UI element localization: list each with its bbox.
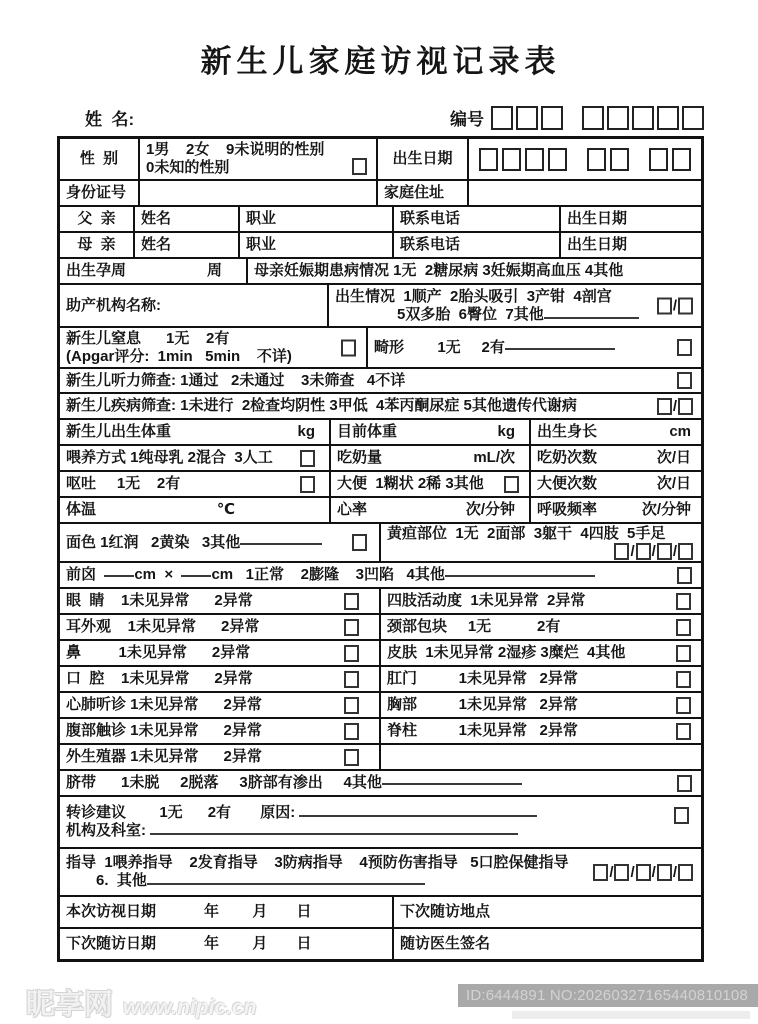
jaundice-checkbox[interactable] [678, 543, 693, 560]
row-abdomen-spine [60, 719, 701, 745]
row-weight [60, 420, 701, 446]
chest-cell [381, 693, 701, 717]
limbs-cell [381, 589, 701, 613]
current-weight-unit: kg [497, 423, 515, 440]
row-ears-neck [60, 615, 701, 641]
father-phone-cell[interactable] [394, 207, 561, 231]
code-digit-box[interactable] [541, 106, 563, 130]
father-job-cell[interactable] [240, 207, 394, 231]
row-vomit-stool [60, 472, 701, 498]
mouth-cell [60, 667, 381, 691]
mother-name-cell[interactable] [135, 233, 240, 257]
milk-amount-label: 吃奶量 [337, 449, 383, 466]
anus-label: 肛门 1未见异常 2异常 [387, 670, 578, 687]
fontanel-part2: cm × [134, 566, 182, 583]
next-date-label: 下次随访日期 [66, 935, 157, 952]
guidance-other-blank[interactable] [147, 881, 425, 885]
milk-freq-label: 吃奶次数 [537, 449, 598, 466]
fontanel-part3: cm 1正常 2膨隆 3凹陷 4其他 [211, 566, 445, 583]
father-dob-label: 出生日期 [567, 210, 628, 227]
dob-digit-box[interactable] [587, 148, 606, 171]
breath-rate-label: 呼吸频率 [537, 501, 598, 518]
cord-checkbox[interactable] [677, 775, 692, 792]
milk-amount-unit: mL/次 [473, 449, 515, 466]
dob-digit-box[interactable] [479, 148, 498, 171]
mother-dob-cell[interactable] [561, 233, 701, 257]
address-value-cell[interactable] [469, 181, 701, 205]
guidance-line2-text: 6. 其他 [96, 872, 147, 889]
jaundice-label: 黄疸部位 1无 2面部 3躯干 4四肢 5手足 [387, 525, 666, 542]
nose-cell [60, 641, 381, 665]
fontanel-blank1[interactable] [104, 573, 134, 577]
neck-cell [381, 615, 701, 639]
cardio-label: 心肺听诊 1未见异常 2异常 [66, 696, 262, 713]
deformity-label: 畸形 1无 2有 [374, 338, 505, 356]
guidance-checkbox[interactable] [657, 864, 672, 881]
jaundice-checkbox[interactable] [614, 543, 629, 560]
mouth-checkbox[interactable] [344, 671, 359, 688]
empty-cell [381, 745, 701, 769]
dob-year-boxes [477, 148, 569, 171]
mother-illness-cell [248, 259, 701, 283]
abdomen-cell [60, 719, 381, 743]
birth-weight-cell[interactable] [60, 420, 331, 444]
next-place-cell[interactable] [394, 897, 701, 927]
watermark-url: www.nipic.cn [123, 996, 257, 1019]
referral-cell [60, 797, 701, 847]
dob-digit-box[interactable] [502, 148, 521, 171]
asphyxia-line1: 新生儿窒息 1无 2有 [66, 329, 230, 347]
mother-illness-label: 母亲妊娠期患病情况 1无 2糖尿病 3妊娠期高血压 4其他 [254, 262, 624, 279]
form-page [57, 0, 704, 962]
guidance-text-block [66, 854, 569, 890]
row-gender-dob [60, 139, 701, 181]
watermark-left [26, 982, 256, 1023]
cord-other-blank[interactable] [382, 781, 522, 785]
row-asphyxia-deformity [60, 328, 701, 369]
watermark-id-underbar [512, 1011, 750, 1019]
idno-value-cell[interactable] [140, 181, 378, 205]
jaundice-checkbox[interactable] [657, 543, 672, 560]
disease-label: 新生儿疾病筛查: 1未进行 2检查均阴性 3甲低 4苯丙酮尿症 5其他遗传代谢病 [66, 397, 577, 414]
row-disease [60, 394, 701, 420]
code-digit-box[interactable] [491, 106, 513, 130]
guidance-checkbox[interactable] [636, 864, 651, 881]
watermark-site-logo: 昵享网 [26, 989, 114, 1021]
stool-freq-label: 大便次数 [537, 475, 598, 492]
dob-digit-box[interactable] [649, 148, 668, 171]
chest-checkbox[interactable] [676, 697, 691, 714]
birth-status-checkbox[interactable] [678, 297, 693, 314]
row-next-date [60, 929, 701, 959]
gender-label: 性 别 [79, 150, 119, 167]
doctor-sign-label: 随访医生签名 [400, 935, 491, 952]
complexion-other-blank[interactable] [240, 541, 322, 545]
visit-date-cell[interactable] [60, 897, 394, 927]
midwifery-label: 助产机构名称: [66, 296, 161, 314]
stool-cell [331, 472, 531, 496]
cardio-cell [60, 693, 381, 717]
deformity-blank[interactable] [505, 346, 615, 350]
limbs-label: 四肢活动度 1未见异常 2异常 [387, 592, 586, 609]
eyes-label: 眼 睛 1未见异常 2异常 [66, 592, 253, 609]
dob-digit-box[interactable] [525, 148, 544, 171]
code-digit-box[interactable] [582, 106, 604, 130]
disease-boxes [657, 398, 693, 415]
spine-label: 脊柱 1未见异常 2异常 [387, 722, 578, 739]
dob-digit-box[interactable] [610, 148, 629, 171]
hearing-label: 新生儿听力筛查: 1通过 2未通过 3未筛查 4不详 [66, 371, 406, 389]
birth-status-cell [329, 285, 701, 326]
asphyxia-cell [60, 328, 368, 367]
heart-rate-label: 心率 [337, 501, 368, 518]
ears-checkbox[interactable] [344, 619, 359, 636]
vomit-label: 呕吐 1无 2有 [66, 475, 181, 492]
neck-label: 颈部包块 1无 2有 [387, 618, 561, 635]
genitals-label: 外生殖器 1未见异常 2异常 [66, 748, 262, 765]
heart-rate-unit: 次/分钟 [465, 501, 515, 518]
visit-date-label: 本次访视日期 [66, 903, 157, 920]
referral-reason-blank[interactable] [299, 813, 537, 817]
dob-boxes-cell [469, 139, 701, 179]
anus-cell [381, 667, 701, 691]
next-date-units: 年 月 日 [204, 935, 312, 952]
code-digit-box[interactable] [632, 106, 654, 130]
code-digit-box[interactable] [516, 106, 538, 130]
feeding-checkbox[interactable] [300, 450, 315, 467]
milk-freq-unit: 次/日 [656, 449, 691, 466]
next-date-cell[interactable] [60, 929, 394, 959]
mouth-label: 口 腔 1未见异常 2异常 [66, 670, 253, 687]
code-label: 编号 [450, 110, 484, 129]
hearing-cell [60, 369, 701, 392]
skin-label: 皮肤 1未见异常 2湿疹 3糜烂 4其他 [387, 644, 626, 661]
guidance-line2 [66, 872, 425, 890]
mother-job-label: 职业 [246, 236, 277, 253]
mother-job-cell[interactable] [240, 233, 394, 257]
neck-checkbox[interactable] [676, 619, 691, 636]
abdomen-label: 腹部触诊 1未见异常 2异常 [66, 722, 262, 739]
birth-length-label: 出生身长 [537, 423, 598, 440]
ears-label: 耳外观 1未见异常 2异常 [66, 618, 260, 635]
deformity-checkbox[interactable] [677, 339, 692, 356]
complexion-label: 面色 1红润 2黄染 3其他 [66, 533, 241, 551]
eyes-checkbox[interactable] [344, 593, 359, 610]
address-label: 家庭住址 [384, 184, 445, 201]
row-feeding [60, 446, 701, 472]
jaundice-checkbox[interactable] [636, 543, 651, 560]
stool-checkbox[interactable] [504, 476, 519, 493]
father-job-label: 职业 [246, 210, 277, 227]
mother-label-cell [60, 233, 135, 257]
row-fontanel [60, 563, 701, 589]
cardio-checkbox[interactable] [344, 697, 359, 714]
deformity-cell [368, 328, 701, 367]
spine-cell [381, 719, 701, 743]
name-label: 姓 名: [85, 110, 135, 129]
father-dob-cell[interactable] [561, 207, 701, 231]
genitals-cell [60, 745, 381, 769]
address-label-cell [378, 181, 469, 205]
disease-cell [60, 394, 701, 418]
code-digit-box[interactable] [682, 106, 704, 130]
referral-line1 [66, 804, 537, 822]
father-name-label: 姓名 [141, 210, 172, 227]
guidance-checkbox[interactable] [678, 864, 693, 881]
mother-phone-cell[interactable] [394, 233, 561, 257]
cord-cell [60, 771, 701, 795]
row-referral [60, 797, 701, 849]
birth-status-boxes [657, 297, 693, 314]
row-hearing [60, 369, 701, 394]
idno-label-cell [60, 181, 140, 205]
father-name-cell[interactable] [135, 207, 240, 231]
gestation-label: 出生孕周 [66, 262, 127, 279]
row-cardio-chest [60, 693, 701, 719]
gender-checkbox[interactable] [352, 158, 367, 175]
row-midwifery-birth [60, 285, 701, 328]
referral-line1-text: 转诊建议 1无 2有 原因: [66, 804, 300, 821]
dob-digit-box[interactable] [548, 148, 567, 171]
jaundice-cell [381, 524, 701, 561]
heart-rate-cell[interactable] [331, 498, 531, 522]
birth-weight-unit: kg [297, 423, 315, 440]
mother-name-label: 姓名 [141, 236, 172, 253]
mother-phone-label: 联系电话 [400, 236, 461, 253]
current-weight-label: 目前体重 [337, 423, 398, 440]
visit-record-table [57, 136, 704, 962]
complexion-checkbox[interactable] [352, 534, 367, 551]
fontanel-blank2[interactable] [181, 573, 211, 577]
jaundice-boxes [614, 543, 693, 560]
birth-weight-label: 新生儿出生体重 [66, 423, 172, 440]
skin-checkbox[interactable] [676, 645, 691, 662]
temperature-unit: ℃ [216, 501, 235, 518]
skin-cell [381, 641, 701, 665]
feeding-cell [60, 446, 331, 470]
birth-length-unit: cm [669, 423, 691, 440]
mother-label: 母 亲 [77, 236, 116, 253]
milk-amount-cell[interactable] [331, 446, 531, 470]
birth-status-other-blank[interactable] [544, 315, 639, 319]
ears-cell [60, 615, 381, 639]
father-label: 父 亲 [77, 210, 116, 227]
birth-status-line2-text: 5双多胎 6臀位 7其他 [397, 305, 544, 323]
row-id-address [60, 181, 701, 207]
complexion-cell [60, 524, 381, 561]
birth-status-line1: 出生情况 1顺产 2胎头吸引 3产钳 4剖宫 [335, 287, 612, 305]
gender-label-cell [60, 139, 140, 179]
row-mother [60, 233, 701, 259]
current-weight-cell[interactable] [331, 420, 531, 444]
limbs-checkbox[interactable] [676, 593, 691, 610]
dob-label: 出生日期 [392, 150, 453, 167]
row-nose-skin [60, 641, 701, 667]
row-complexion-jaundice [60, 524, 701, 563]
milk-freq-cell[interactable] [531, 446, 701, 470]
breath-rate-unit: 次/分钟 [641, 501, 691, 518]
chest-label: 胸部 1未见异常 2异常 [387, 696, 578, 713]
fontanel-cell [60, 563, 701, 587]
temperature-label: 体温 [66, 501, 97, 518]
referral-checkbox[interactable] [674, 807, 689, 824]
row-eyes-limbs [60, 589, 701, 615]
fontanel-other-blank[interactable] [445, 573, 595, 577]
dob-day-boxes [647, 148, 693, 171]
row-guidance [60, 849, 701, 897]
code-digit-box[interactable] [607, 106, 629, 130]
gender-options-line2: 0未知的性别 [146, 159, 230, 176]
breath-rate-cell[interactable] [531, 498, 701, 522]
row-genitals [60, 745, 701, 771]
watermark-id-badge: ID:6444891 NO:20260327165440810108 [458, 984, 758, 1007]
gestation-cell[interactable] [60, 259, 248, 283]
page-title: 新生儿家庭访视记录表 [200, 44, 561, 79]
row-visit-date [60, 897, 701, 929]
birth-length-cell[interactable] [531, 420, 701, 444]
idno-label: 身份证号 [66, 184, 127, 201]
anus-checkbox[interactable] [676, 671, 691, 688]
name-code-bar [57, 105, 704, 130]
code-digit-box[interactable] [657, 106, 679, 130]
next-place-label: 下次随访地点 [400, 903, 491, 920]
guidance-checkbox[interactable] [593, 864, 608, 881]
disease-checkbox[interactable] [657, 398, 672, 415]
guidance-line1: 指导 1喂养指导 2发育指导 3防病指导 4预防伤害指导 5口腔保健指导 [66, 854, 569, 871]
cord-label: 脐带 1未脱 2脱落 3脐部有渗出 4其他 [66, 774, 382, 791]
row-mouth-anus [60, 667, 701, 693]
genitals-checkbox[interactable] [344, 749, 359, 766]
vomit-cell [60, 472, 331, 496]
row-vitals [60, 498, 701, 524]
referral-line2-text: 机构及科室: [66, 822, 151, 839]
nose-label: 鼻 1未见异常 2异常 [66, 644, 251, 661]
mother-dob-label: 出生日期 [567, 236, 628, 253]
gestation-unit: 周 [206, 262, 222, 279]
referral-org-blank[interactable] [150, 831, 518, 835]
guidance-boxes [593, 864, 693, 881]
row-cord [60, 771, 701, 797]
asphyxia-checkbox[interactable] [341, 339, 356, 356]
stool-freq-cell[interactable] [531, 472, 701, 496]
birth-status-checkbox[interactable] [657, 297, 672, 314]
row-gestation [60, 259, 701, 285]
midwifery-cell[interactable] [60, 285, 329, 326]
gender-options-line1: 1男 2女 9未说明的性别 [146, 141, 325, 158]
visit-date-units: 年 月 日 [204, 903, 312, 920]
stool-label: 大便 1糊状 2稀 3其他 [337, 475, 484, 492]
eyes-cell [60, 589, 381, 613]
temperature-cell[interactable] [60, 498, 331, 522]
asphyxia-line2: (Apgar评分: 1min 5min 不详) [66, 347, 292, 365]
code-boxes [450, 105, 704, 130]
guidance-cell [60, 849, 701, 895]
hearing-checkbox[interactable] [677, 372, 692, 389]
guidance-checkbox[interactable] [614, 864, 629, 881]
dob-label-cell [378, 139, 469, 179]
referral-line2 [66, 822, 518, 840]
dob-digit-box[interactable] [672, 148, 691, 171]
abdomen-checkbox[interactable] [344, 723, 359, 740]
vomit-checkbox[interactable] [300, 476, 315, 493]
fontanel-checkbox[interactable] [677, 567, 692, 584]
disease-checkbox[interactable] [678, 398, 693, 415]
father-phone-label: 联系电话 [400, 210, 461, 227]
nose-checkbox[interactable] [344, 645, 359, 662]
dob-month-boxes [585, 148, 631, 171]
birth-status-line2 [335, 306, 639, 324]
stool-freq-unit: 次/日 [656, 475, 691, 492]
spine-checkbox[interactable] [676, 723, 691, 740]
father-label-cell [60, 207, 135, 231]
gender-options-cell [140, 139, 378, 179]
row-father [60, 207, 701, 233]
feeding-label: 喂养方式 1纯母乳 2混合 3人工 [66, 449, 273, 466]
doctor-sign-cell[interactable] [394, 929, 701, 959]
fontanel-part1: 前囟 [66, 566, 105, 583]
